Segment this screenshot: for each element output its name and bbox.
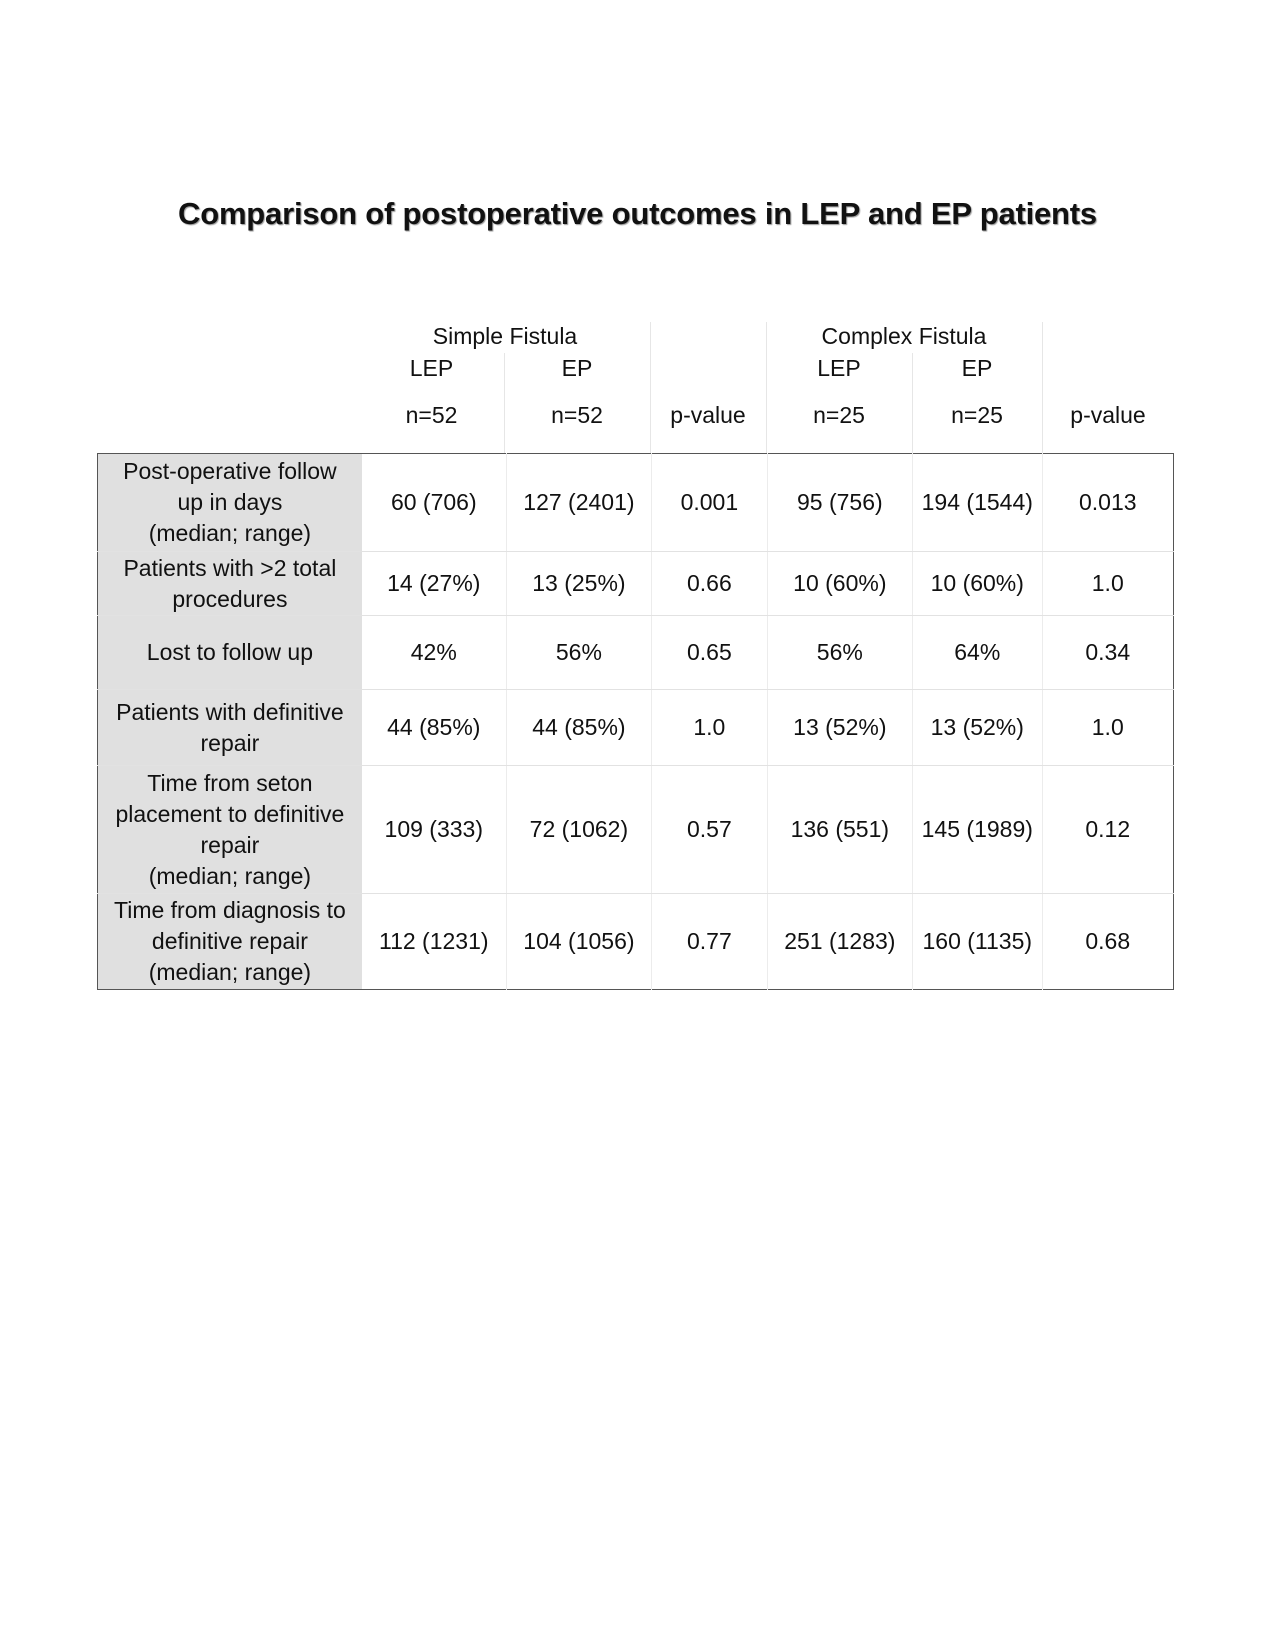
table-row xyxy=(98,552,1174,616)
row-label: Post-operative follow up in days (median; range) xyxy=(98,454,362,552)
table-row xyxy=(98,454,1174,552)
row-label: Patients with >2 total procedures xyxy=(98,552,362,616)
cell: 160 (1135) xyxy=(913,894,1043,990)
cell: 56% xyxy=(767,616,912,690)
cell: 10 (60%) xyxy=(913,552,1043,616)
cell: 104 (1056) xyxy=(506,894,651,990)
cell: 136 (551) xyxy=(767,766,912,894)
complex-fistula-header: Complex Fistula xyxy=(821,323,987,349)
col-complex-ep-n: n=25 xyxy=(951,402,1003,428)
cell: 0.34 xyxy=(1042,616,1173,690)
cell: 127 (2401) xyxy=(506,454,651,552)
cell: 14 (27%) xyxy=(362,552,506,616)
table-row xyxy=(98,894,1174,990)
row-label: Time from diagnosis to definitive repair (median; range) xyxy=(98,894,362,990)
col-simple-ep-label: EP xyxy=(561,355,593,381)
cell: 0.66 xyxy=(652,552,768,616)
col-simple-pvalue: p-value xyxy=(670,402,746,428)
cell: 42% xyxy=(362,616,506,690)
cell: 0.001 xyxy=(652,454,768,552)
cell: 112 (1231) xyxy=(362,894,506,990)
cell: 64% xyxy=(913,616,1043,690)
cell: 251 (1283) xyxy=(767,894,912,990)
col-complex-lep-n: n=25 xyxy=(813,402,865,428)
cell: 44 (85%) xyxy=(362,690,506,766)
cell: 145 (1989) xyxy=(913,766,1043,894)
cell: 0.68 xyxy=(1085,928,1131,954)
row-label: Time from seton placement to definitive repair (median; range) xyxy=(98,766,362,894)
outcomes-table xyxy=(97,453,1174,990)
col-simple-lep-n: n=52 xyxy=(405,402,458,428)
header-divider xyxy=(1042,322,1043,453)
col-simple-lep-label: LEP xyxy=(409,355,454,381)
cell: 109 (333) xyxy=(362,766,506,894)
cell: 0.77 xyxy=(652,894,768,990)
cell: 0.12 xyxy=(1042,766,1173,894)
cell: 13 (52%) xyxy=(913,690,1043,766)
page-title: Comparison of postoperative outcomes in LEP and EP patients xyxy=(178,196,1097,231)
cell: 13 (25%) xyxy=(506,552,651,616)
row-label: Lost to follow up xyxy=(98,616,362,690)
cell: 194 (1544) xyxy=(913,454,1043,552)
cell: 0.57 xyxy=(652,766,768,894)
cell: 1.0 xyxy=(1042,552,1173,616)
table-row xyxy=(98,766,1174,894)
cell: 0.65 xyxy=(652,616,768,690)
col-complex-pvalue: p-value xyxy=(1070,402,1146,428)
cell: 95 (756) xyxy=(767,454,912,552)
cell: 0.013 xyxy=(1042,454,1173,552)
table-row xyxy=(98,616,1174,690)
cell: 72 (1062) xyxy=(506,766,651,894)
cell: 1.0 xyxy=(1042,690,1173,766)
col-complex-lep-label: LEP xyxy=(817,355,861,381)
cell: 1.0 xyxy=(652,690,768,766)
col-simple-ep-n: n=52 xyxy=(551,402,603,428)
simple-fistula-header: Simple Fistula xyxy=(432,323,578,349)
col-complex-ep-label: EP xyxy=(961,355,993,381)
cell: 10 (60%) xyxy=(767,552,912,616)
cell: 56% xyxy=(506,616,651,690)
table-row xyxy=(98,690,1174,766)
cell: 13 (52%) xyxy=(767,690,912,766)
cell: 44 (85%) xyxy=(506,690,651,766)
cell: 60 (706) xyxy=(362,454,506,552)
row-label: Patients with definitive repair xyxy=(98,690,362,766)
